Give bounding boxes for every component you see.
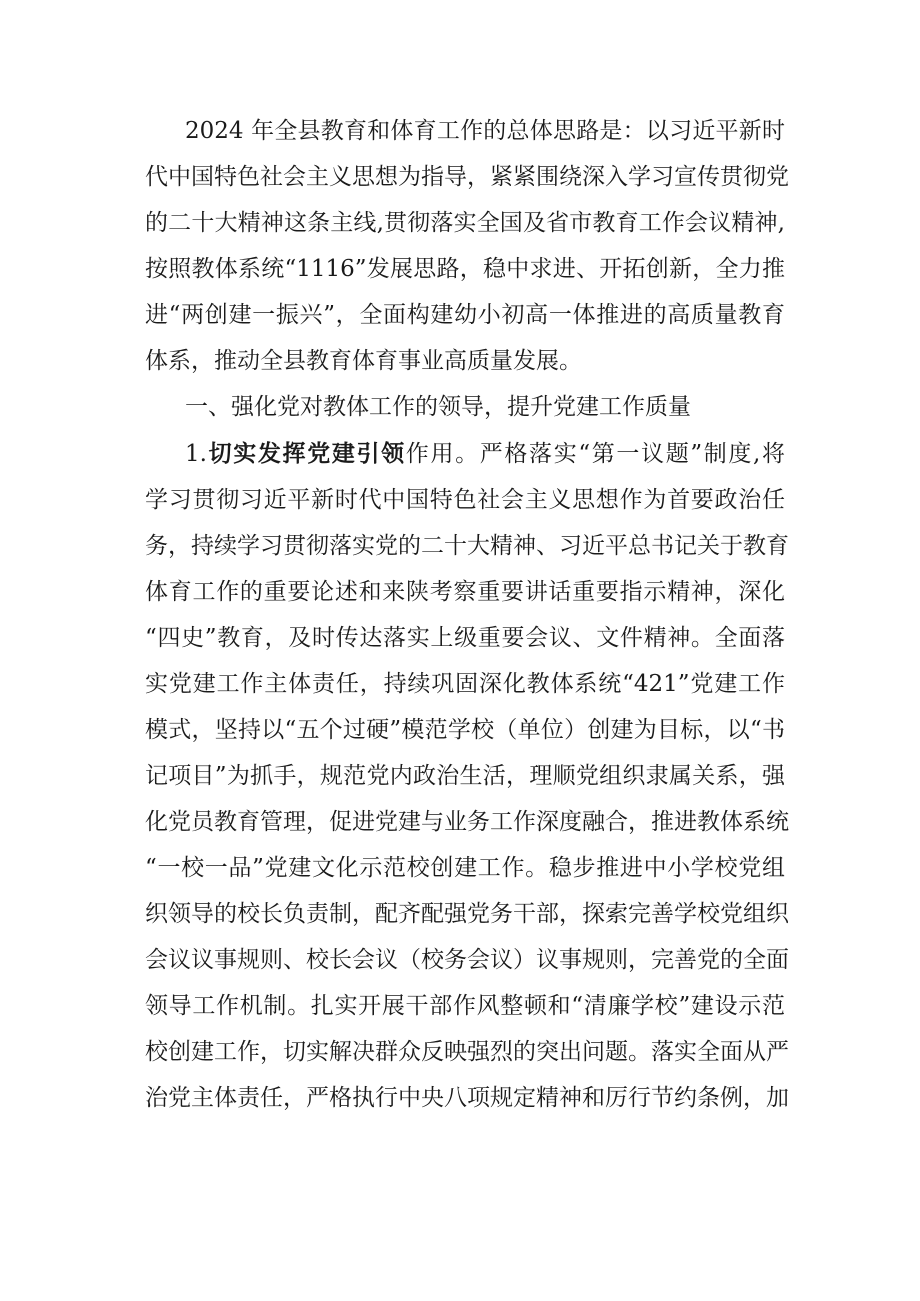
paragraph-1-line-3: 的二十大精神这条主线,贯彻落实全国及省市教育工作会议精神, (145, 210, 785, 236)
paragraph-2-line-7: 模式，坚持以“五个过硬”模范学校（单位）创建为目标，以“书 (145, 717, 785, 743)
paragraph-2-line-12: 会议议事规则、校长会议（校务会议）议事规则，完善党的全面 (145, 947, 789, 973)
item-lead-rest: 作用。严格落实“第一议题”制度,将 (405, 441, 786, 467)
paragraph-2-line-2: 学习贯彻习近平新时代中国特色社会主义思想作为首要政治任 (145, 487, 785, 513)
paragraph-1-line-6: 体系，推动全县教育体育事业高质量发展。 (145, 348, 582, 374)
paragraph-2-line-9: 化党员教育管理，促进党建与业务工作深度融合，推进教体系统 (145, 809, 789, 835)
paragraph-2-line-5: “四史”教育，及时传达落实上级重要会议、文件精神。全面落 (145, 625, 785, 651)
paragraph-2-line-13: 领导工作机制。扎实开展干部作风整顿和“清廉学校”建设示范 (145, 993, 785, 1019)
paragraph-1-line-4: 按照教体系统“1116”发展思路，稳中求进、开拓创新，全力推 (145, 256, 785, 282)
paragraph-1-line-2: 代中国特色社会主义思想为指导，紧紧围绕深入学习宣传贯彻党 (145, 164, 789, 190)
paragraph-2-line-1 (185, 439, 785, 469)
paragraph-2-line-14: 校创建工作，切实解决群众反映强烈的突出问题。落实全面从严 (145, 1039, 789, 1065)
paragraph-2-line-6: 实党建工作主体责任，持续巩固深化教体系统“421”党建工作 (145, 671, 785, 697)
paragraph-2-line-8: 记项目”为抓手，规范党内政治生活，理顺党组织隶属关系，强 (145, 763, 785, 789)
paragraph-1-line-5: 进“两创建一振兴”，全面构建幼小初高一体推进的高质量教育 (145, 302, 785, 328)
paragraph-2-line-15: 治党主体责任，严格执行中央八项规定精神和厉行节约条例，加 (145, 1085, 789, 1111)
paragraph-2-line-4: 体育工作的重要论述和来陕考察重要讲话重要指示精神，深化 (145, 579, 785, 605)
paragraph-2-line-3: 务，持续学习贯彻落实党的二十大精神、习近平总书记关于教育 (145, 533, 789, 559)
paragraph-2-line-11: 织领导的校长负责制，配齐配强党务干部，探索完善学校党组织 (145, 901, 789, 927)
item-number: 1. (185, 441, 207, 467)
paragraph-2-line-10: “一校一品”党建文化示范校创建工作。稳步推进中小学校党组 (145, 855, 785, 881)
item-bold-lead: 切实发挥党建引领 (206, 440, 406, 467)
section-heading: 一、强化党对教体工作的领导，提升党建工作质量 (185, 394, 691, 420)
paragraph-1-line-1: 2024 年全县教育和体育工作的总体思路是：以习近平新时 (185, 118, 785, 144)
